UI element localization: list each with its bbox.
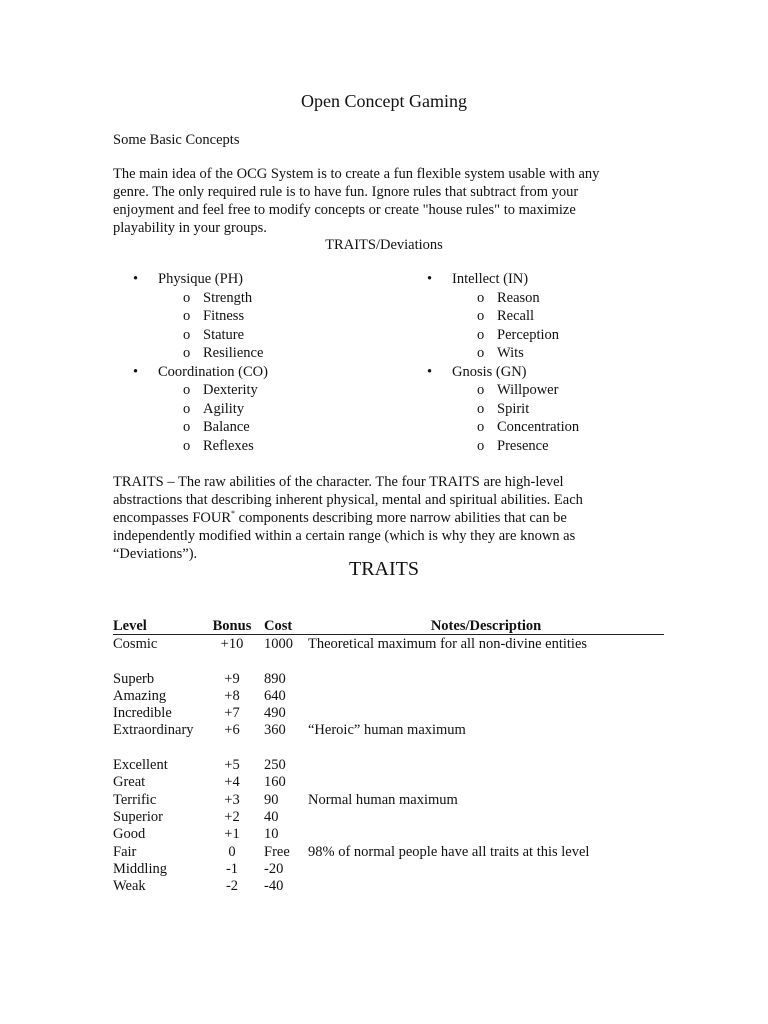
cell-bonus: +1 [224,826,240,843]
cell-bonus: +9 [224,670,240,687]
trait-item: Spirit [497,400,530,417]
cell-bonus: -1 [225,860,239,877]
trait-item: Agility [203,400,245,417]
trait-item: Willpower [497,382,559,398]
footnote-marker: * [231,509,236,519]
table-row [113,756,664,773]
traits-description-paragraph [113,473,613,563]
cell-cost: 90 [264,791,279,808]
trait-group-label: Coordination (CO) [158,363,268,380]
document-title: Open Concept Gaming [301,91,467,111]
cell-cost: 250 [264,757,286,774]
sub-bullet-icon: o [183,400,191,417]
header-cost: Cost [264,618,293,634]
cell-cost: Free [264,843,290,860]
trait-group-intellect [427,270,727,363]
table-row [113,791,664,808]
trait-group-physique [133,270,433,363]
table-row [113,877,664,894]
description-text-part2: components describing more narrow abilities that can be independently modified within a certain range (which is why they are known as “Deviations”). [113,510,576,562]
cell-bonus: +6 [224,722,240,739]
cell-bonus: +8 [224,687,240,704]
table-row [113,825,664,842]
cell-level: Fair [113,843,137,860]
cell-cost: 10 [264,826,279,843]
sub-bullet-icon: o [183,382,191,398]
cell-bonus: +2 [224,808,240,825]
sub-bullet-icon: o [183,419,191,435]
table-row [113,860,664,877]
sub-bullet-icon: o [477,382,485,398]
trait-item: Resilience [203,345,264,361]
cell-bonus: 0 [228,843,236,860]
traits-level-table [113,617,664,894]
sub-bullet-icon: o [477,400,485,417]
sub-bullet-icon: o [477,345,485,361]
sub-bullet-icon: o [183,437,191,454]
trait-group-coordination [133,363,433,456]
cell-level: Good [113,826,146,843]
cell-cost: 40 [264,808,279,825]
header-level: Level [113,618,147,634]
sub-bullet-icon: o [477,308,485,324]
cell-notes: 98% of normal people have all traits at this level [308,843,590,860]
cell-bonus: +3 [224,791,240,808]
cell-level: Great [113,774,146,791]
sub-bullet-icon: o [183,326,191,343]
sub-bullet-icon: o [477,437,485,454]
cell-level: Cosmic [113,636,158,652]
table-row [113,704,664,721]
trait-group-label: Physique (PH) [158,271,243,287]
table-row [113,687,664,704]
table-row [113,670,664,687]
bullet-icon: • [427,363,433,380]
table-row [113,843,664,860]
cell-bonus: +7 [224,705,240,722]
traits-deviations-heading: TRAITS/Deviations [325,237,443,253]
sub-bullet-icon: o [183,289,191,306]
trait-item: Perception [497,326,560,343]
cell-cost: 360 [264,722,286,739]
cell-cost: 490 [264,705,286,722]
description-text-part1: TRAITS – The raw abilities of the character. The four TRAITS are high-level abstractions that describing inherent physical, mental and spiritual abilities. Each encompasses FOUR [113,474,583,526]
cell-cost: 160 [264,774,286,791]
trait-item: Strength [203,289,253,306]
header-bonus: Bonus [212,618,252,634]
table-row [113,635,664,670]
cell-level: Extraordinary [113,722,194,739]
table-row [113,808,664,825]
trait-item: Concentration [497,419,580,435]
header-notes: Notes/Description [430,618,542,634]
intro-paragraph: The main idea of the OCG System is to create a fun flexible system usable with any genre. The only required rule is to have fun. Ignore rules that subtract from your enjoyment and feel free to modify concepts or create "house rules" to maximize playability in your groups. [113,166,600,236]
sub-bullet-icon: o [183,345,191,361]
table-row [113,773,664,790]
trait-item: Fitness [203,308,245,324]
left-trait-column [133,270,433,455]
cell-level: Weak [113,878,146,895]
cell-bonus: +10 [220,636,244,652]
sub-bullet-icon: o [183,308,191,324]
right-trait-column [427,270,727,455]
traits-section-heading: TRAITS [349,558,419,580]
trait-item: Balance [203,419,250,435]
section-subtitle: Some Basic Concepts [113,132,240,148]
trait-item: Stature [203,326,245,343]
trait-item: Reflexes [203,437,254,454]
bullet-icon: • [427,271,433,287]
trait-group-gnosis [427,363,727,456]
bullet-icon: • [133,363,139,380]
table-header-row [113,617,664,635]
cell-notes: Theoretical maximum for all non-divine entities [308,636,588,652]
cell-bonus: +4 [224,774,240,791]
cell-cost: 890 [264,670,286,687]
trait-item: Dexterity [203,382,258,398]
cell-cost: -20 [264,860,284,877]
trait-group-label: Gnosis (GN) [452,363,527,380]
cell-bonus: -2 [225,878,239,895]
trait-item: Reason [497,289,540,306]
table-row [113,721,664,756]
sub-bullet-icon: o [477,419,485,435]
cell-notes: Normal human maximum [308,791,458,808]
trait-group-label: Intellect (IN) [452,271,529,287]
trait-item: Wits [497,345,524,361]
cell-level: Middling [113,860,167,877]
cell-level: Superb [113,670,155,687]
trait-item: Presence [497,437,549,454]
sub-bullet-icon: o [477,289,485,306]
cell-bonus: +5 [224,757,240,774]
cell-level: Terrific [113,791,157,808]
cell-notes: “Heroic” human maximum [308,722,466,739]
cell-level: Excellent [113,757,168,774]
cell-cost: -40 [264,878,284,895]
bullet-icon: • [133,271,139,287]
cell-level: Amazing [113,687,167,704]
trait-item: Recall [497,308,535,324]
sub-bullet-icon: o [477,326,485,343]
cell-cost: 640 [264,687,286,704]
cell-cost: 1000 [264,636,293,652]
cell-level: Superior [113,808,163,825]
cell-level: Incredible [113,705,172,722]
